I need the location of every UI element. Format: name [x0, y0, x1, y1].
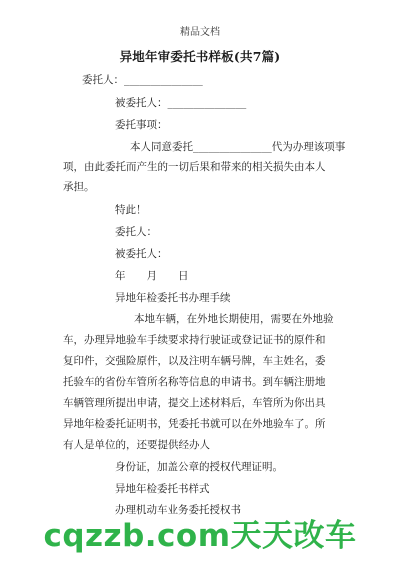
paragraph-line: 本地车辆，在外地长期使用，需要在外地验: [134, 313, 334, 325]
paragraph-line: 异地年检委托证明书，凭委托书就可以在外地验车了。所: [63, 418, 326, 430]
section-heading-authorization: 办理机动车业务委托授权书: [115, 504, 241, 516]
agent-line: 被委托人：_______________: [115, 97, 247, 109]
date-line: 年 月 日: [115, 270, 189, 282]
closing-line: 特此！: [115, 204, 147, 216]
section-heading-procedure: 异地年检委托书办理手续: [115, 292, 231, 304]
watermark-logo: cqzzb.com天天改车: [43, 518, 357, 554]
paragraph-line: 托验车的省份车管所名称等信息的申请书。到车辆注册地: [63, 376, 326, 388]
document-title: 异地年审委托书样板(共7篇): [119, 49, 281, 64]
principal-line: 委托人：_______________: [82, 74, 203, 86]
paragraph-line: 有人是单位的，还要提供经办人: [63, 439, 210, 451]
paragraph-line: 车辆管理所提出申请，提交上述材料后，车管所为你出具: [63, 397, 326, 409]
signature-agent: 被委托人：: [115, 248, 168, 260]
entrusted-matters-label: 委托事项：: [115, 119, 168, 131]
consent-line-3: 承担。: [63, 181, 95, 193]
page-header: 精品文档: [180, 27, 220, 38]
section-heading-sample: 异地年检委托书样式: [115, 483, 210, 495]
paragraph-line: 车，办理异地验车手续要求持行驶证或登记证书的原件和: [63, 334, 326, 346]
consent-line: 本人同意委托_______________代为办理该项事: [130, 141, 346, 153]
paragraph-line: 身份证，加盖公章的授权代理证明。: [115, 461, 283, 473]
consent-line-2: 项，由此委托而产生的一切后果和带来的相关损失由本人: [63, 161, 326, 173]
signature-principal: 委托人：: [115, 226, 157, 238]
paragraph-line: 复印件，交强险原件，以及注明车辆号牌，车主姓名，委: [63, 355, 326, 367]
